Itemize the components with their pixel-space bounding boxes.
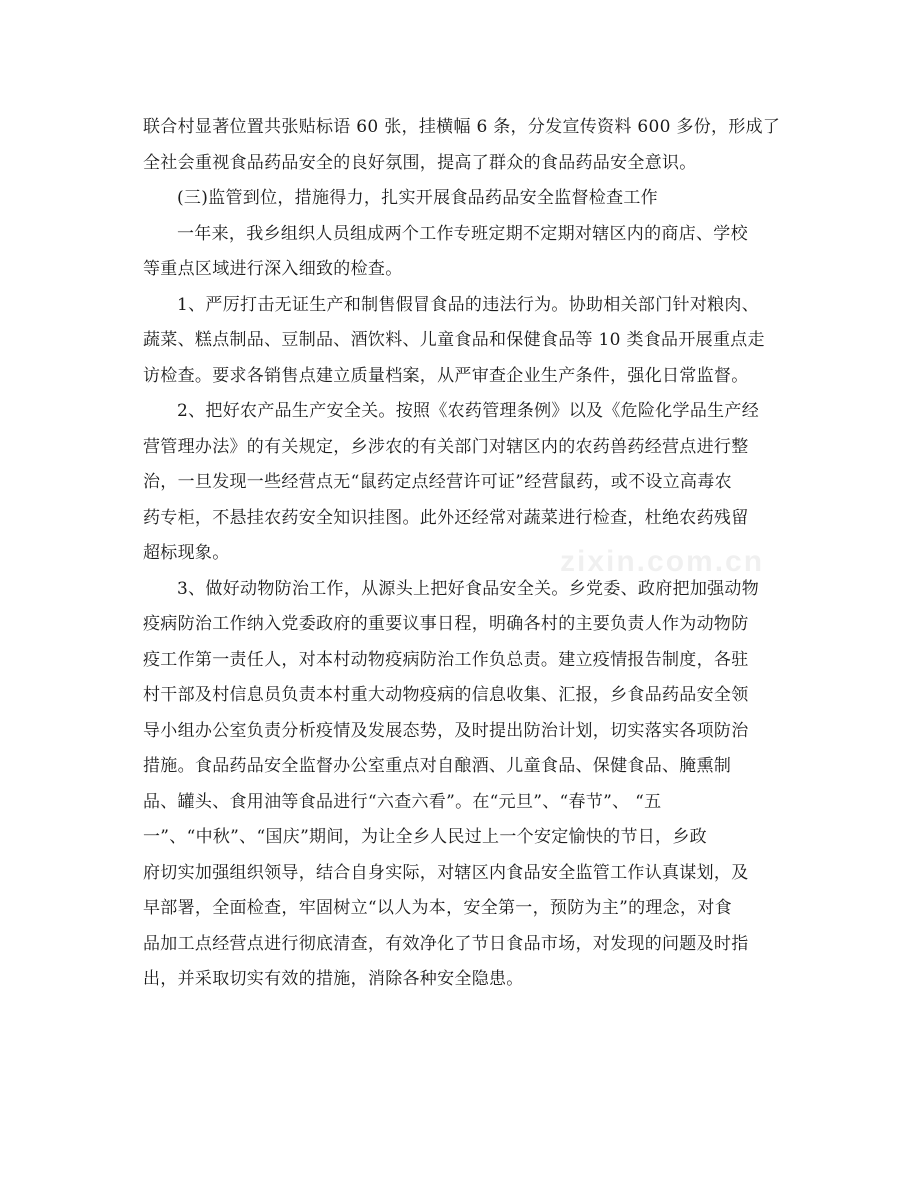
text-line: 疫病防治工作纳入党委政府的重要议事日程，明确各村的主要负责人作为动物防 xyxy=(143,614,749,634)
document-body xyxy=(143,110,783,998)
text-line: 等重点区域进行深入细致的检查。 xyxy=(143,259,403,279)
text-line: (三)监管到位，措施得力，扎实开展食品药品安全监督检查工作 xyxy=(177,188,658,208)
text-line: 药专柜，不悬挂农药安全知识挂图。此外还经常对蔬菜进行检查，杜绝农药残留 xyxy=(143,507,749,528)
text-line: 访检查。要求各销售点建立质量档案，从严审查企业生产条件，强化日常监督。 xyxy=(143,365,749,386)
text-line: 导小组办公室负责分析疫情及发展态势，及时提出防治计划，切实落实各项防治 xyxy=(143,720,749,741)
text-line: 联合村显著位置共张贴标语 60 张，挂横幅 6 条，分发宣传资料 600 多份，形成了 xyxy=(143,117,781,137)
text-line: 2、把好农产品生产安全关。按照《农药管理条例》以及《危险化学品生产经 xyxy=(177,401,760,421)
text-line: 早部署，全面检查，牢固树立“以人为本，安全第一，预防为主”的理念，对食 xyxy=(143,898,732,918)
text-line: 蔬菜、糕点制品、豆制品、酒饮料、儿童食品和保健食品等 10 类食品开展重点走 xyxy=(143,330,765,350)
text-line: 一年来，我乡组织人员组成两个工作专班定期不定期对辖区内的商店、学校 xyxy=(177,223,748,244)
text-line: 府切实加强组织领导，结合自身实际，对辖区内食品安全监管工作认真谋划，及 xyxy=(143,862,749,883)
text-line: 治，一旦发现一些经营点无“鼠药定点经营许可证”经营鼠药，或不设立高毒农 xyxy=(143,472,732,492)
text-line: 疫工作第一责任人，对本村动物疫病防治工作负总责。建立疫情报告制度，各驻 xyxy=(143,649,749,670)
text-line: 品、罐头、食用油等食品进行“六查六看”。在“元旦”、“春节”、 “五 xyxy=(143,791,662,812)
text-line: 营管理办法》的有关规定，乡涉农的有关部门对辖区内的农药兽药经营点进行整 xyxy=(143,436,749,457)
text-line: 一”、“中秋”、“国庆”期间，为让全乡人民过上一个安定愉快的节日，乡政 xyxy=(143,827,707,847)
text-line: 品加工点经营点进行彻底清查，有效净化了节日食品市场，对发现的问题及时指 xyxy=(143,933,749,954)
text-line: 出，并采取切实有效的措施，消除各种安全隐患。 xyxy=(143,969,524,989)
watermark: zixin.com.cn xyxy=(560,545,765,578)
text-line: 3、做好动物防治工作，从源头上把好食品安全关。乡党委、政府把加强动物 xyxy=(177,578,760,599)
text-line: 1、严厉打击无证生产和制售假冒食品的违法行为。协助相关部门针对粮肉、 xyxy=(177,294,760,315)
text-line: 全社会重视食品药品安全的良好氛围，提高了群众的食品药品安全意识。 xyxy=(143,152,697,173)
text-line: 村干部及村信息员负责本村重大动物疫病的信息收集、汇报，乡食品药品安全领 xyxy=(143,685,749,705)
text-line: 超标现象。 xyxy=(143,543,230,563)
text-line: 措施。食品药品安全监督办公室重点对自酿酒、儿童食品、保健食品、腌熏制 xyxy=(143,756,732,776)
